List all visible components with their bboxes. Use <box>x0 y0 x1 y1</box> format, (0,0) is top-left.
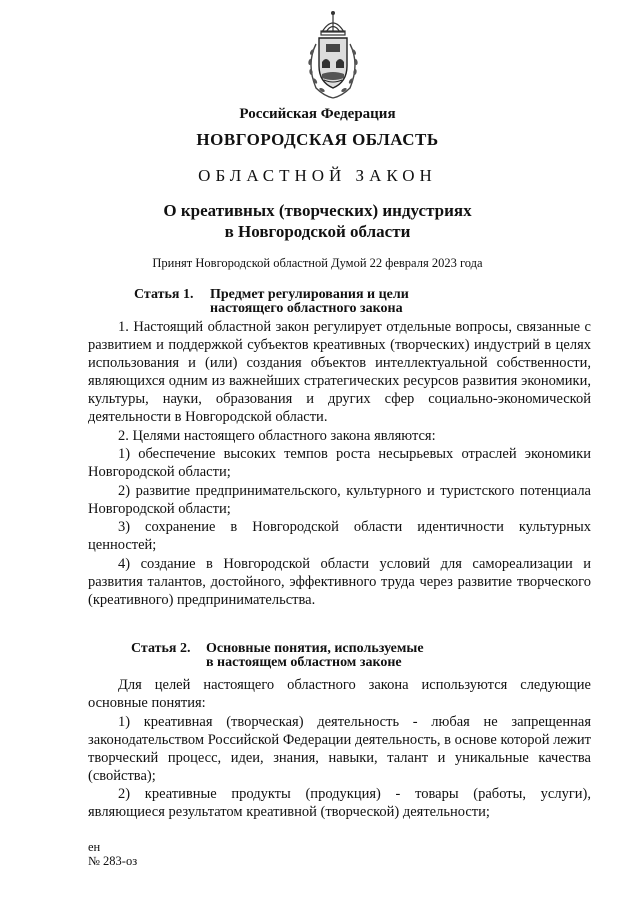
article-title-line-2: в настоящем областном законе <box>206 655 402 670</box>
document-footer <box>88 840 137 868</box>
region-name: НОВГОРОДСКАЯ ОБЛАСТЬ <box>196 130 439 149</box>
executor-initials: ен <box>88 840 101 854</box>
paragraph: 1) креативная (творческая) деятельность - любая не запрещенная законодательством Российской Федерации деятельность, в основе которой лежит творческий процесс, идеи, знания, навыки, талант и уникальные качества (свойства); <box>88 713 591 784</box>
paragraph: 4) создание в Новгородской области условий для самореализации и развития талантов, достойного, эффективного труда через развитие творческого (креативного) предпринимательства. <box>88 555 591 608</box>
law-number: № 283-оз <box>88 854 138 868</box>
law-title-line-1: О креативных (творческих) индустриях <box>163 201 472 220</box>
article-number: Статья 2. <box>131 641 191 656</box>
article-title-line-1: Основные понятия, используемые <box>206 641 424 656</box>
article-title-line-2: настоящего областного закона <box>210 301 403 316</box>
law-title-line-2: в Новгородской области <box>224 222 411 241</box>
country-name: Российская Федерация <box>239 106 396 122</box>
article-2-body <box>88 676 591 822</box>
document-type: ОБЛАСТНОЙ ЗАКОН <box>198 166 437 185</box>
paragraph: 2. Целями настоящего областного закона являются: <box>118 427 436 444</box>
article-title-line-1: Предмет регулирования и цели <box>210 287 409 302</box>
coat-of-arms-icon <box>302 10 364 102</box>
paragraph: 1) обеспечение высоких темпов роста несырьевых отраслей экономики Новгородской области; <box>88 446 591 480</box>
paragraph: 2) креативные продукты (продукция) - товары (работы, услуги), являющиеся результатом креативной (творческой) деятельности; <box>88 786 591 820</box>
article-number: Статья 1. <box>134 287 194 302</box>
paragraph: 2) развитие предпринимательского, культурного и туристского потенциала Новгородской области; <box>88 482 591 517</box>
law-title <box>0 200 635 242</box>
paragraph: 3) сохранение в Новгородской области идентичности культурных ценностей; <box>88 519 591 553</box>
paragraph: Для целей настоящего областного закона используются следующие основные понятия: <box>88 677 591 711</box>
article-1-body <box>88 318 591 609</box>
paragraph: 1. Настоящий областной закон регулирует отдельные вопросы, связанные с развитием и поддержкой субъектов креативных (творческих) индустрий в целях использования и (или) создания объектов интеллектуальной собственности, являющихся одним из важнейших стратегических ресурсов развития экономики, культуры, науки, образования и других сфер социально-экономической деятельности в Новгородской области. <box>88 319 591 425</box>
adoption-note: Принят Новгородской областной Думой 22 февраля 2023 года <box>152 256 483 270</box>
